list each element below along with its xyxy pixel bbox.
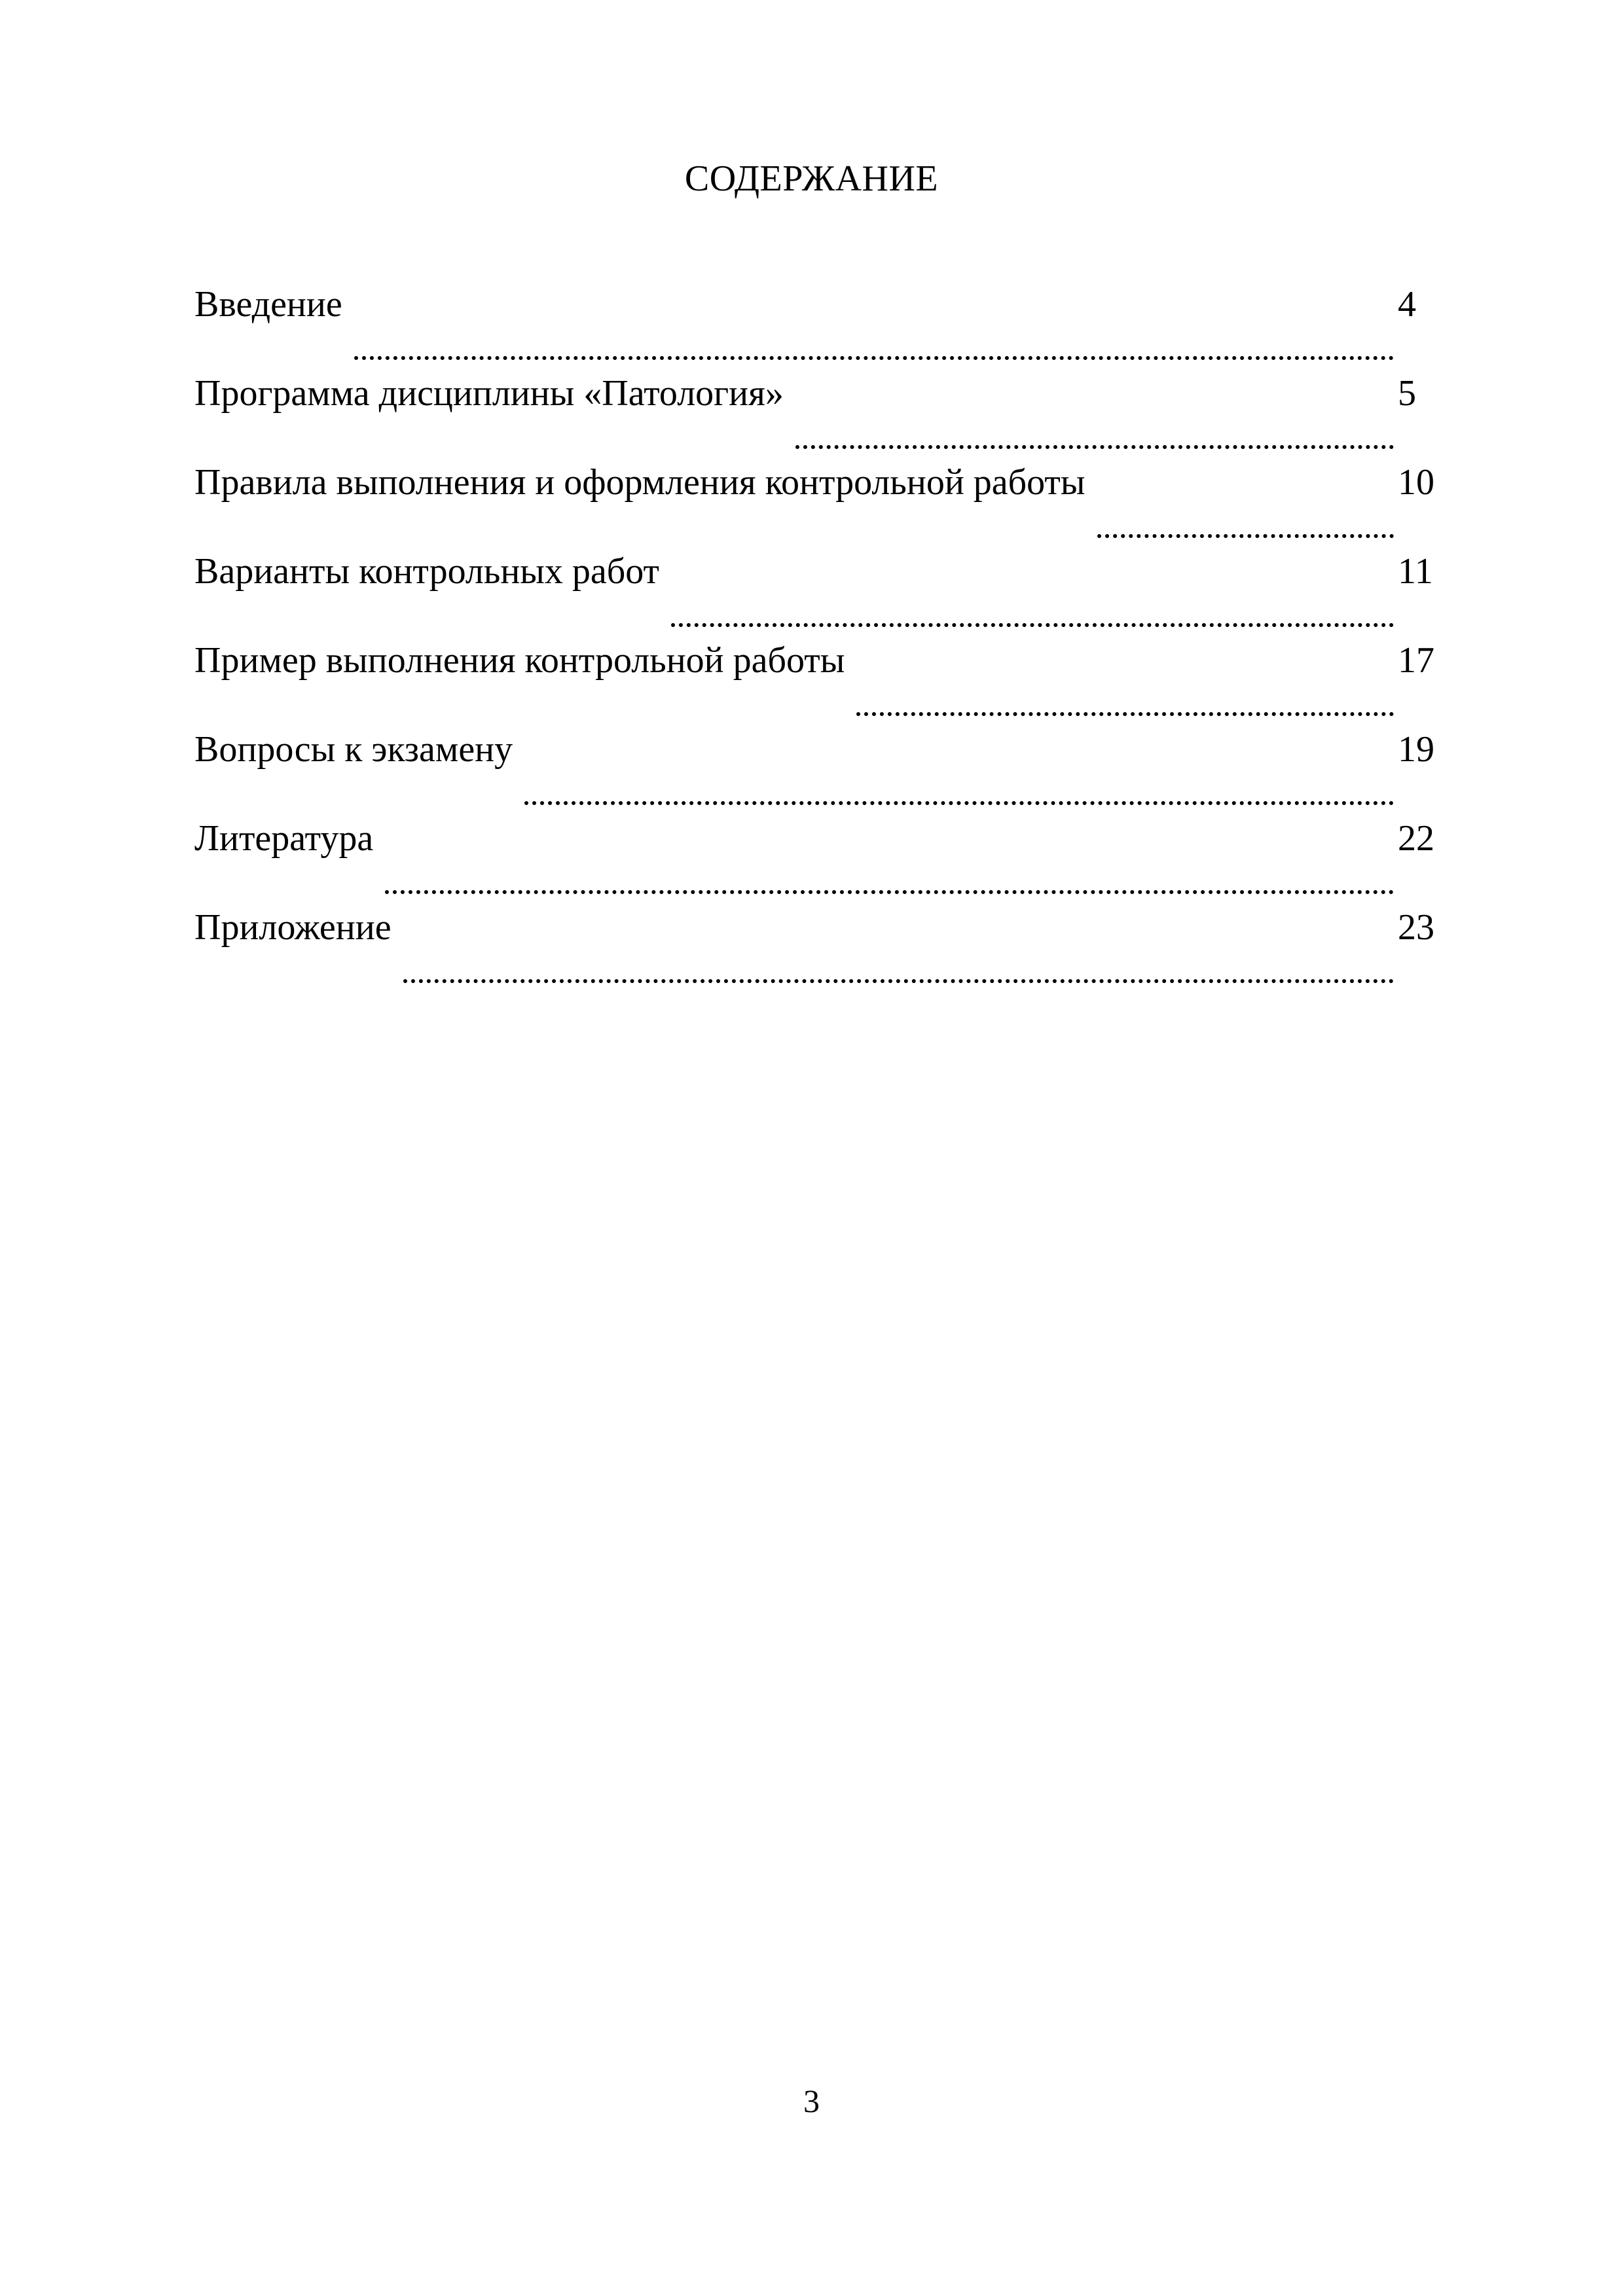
dot-leader [403,940,1394,983]
dot-leader [524,762,1394,805]
toc-entry-example[interactable] [194,637,1437,726]
toc-entry-label: Введение [194,284,342,325]
toc-entry-label: Вопросы к экзамену [194,729,513,770]
toc-entry-introduction[interactable] [194,281,1437,370]
toc-entry-page: 23 [1398,907,1434,948]
toc-entry-variants[interactable] [194,548,1437,637]
dot-leader [856,673,1394,716]
toc-entry-label: Варианты контрольных работ [194,551,660,592]
dot-leader [1097,495,1395,538]
page-number: 3 [803,2083,820,2119]
toc-entry-label: Литература [194,818,374,859]
toc-entry-appendix[interactable] [194,905,1437,994]
dot-leader [354,317,1394,360]
dot-leader [385,851,1394,894]
toc-entry-rules[interactable] [194,459,1437,548]
dot-leader [795,406,1394,449]
toc-entry-exam-questions[interactable] [194,726,1437,816]
page-title: СОДЕРЖАНИЕ [684,158,939,199]
toc-entry-program[interactable] [194,370,1437,459]
toc-entry-page: 10 [1398,462,1434,503]
toc-entry-label: Пример выполнения контрольной работы [194,640,845,681]
toc-entry-page: 4 [1398,284,1416,325]
toc-entry-label: Программа дисциплины «Патология» [194,373,784,414]
dot-leader [671,584,1394,627]
toc-entry-page: 19 [1398,729,1434,770]
toc-entry-literature[interactable] [194,816,1437,905]
toc-entry-page: 17 [1398,640,1434,681]
toc-entry-label: Правила выполнения и оформления контрольной работы [194,462,1085,503]
toc-entry-page: 22 [1398,818,1434,859]
table-of-contents [194,281,1437,994]
toc-entry-page: 5 [1398,373,1416,414]
toc-entry-page: 11 [1398,551,1433,592]
toc-entry-label: Приложение [194,907,392,948]
